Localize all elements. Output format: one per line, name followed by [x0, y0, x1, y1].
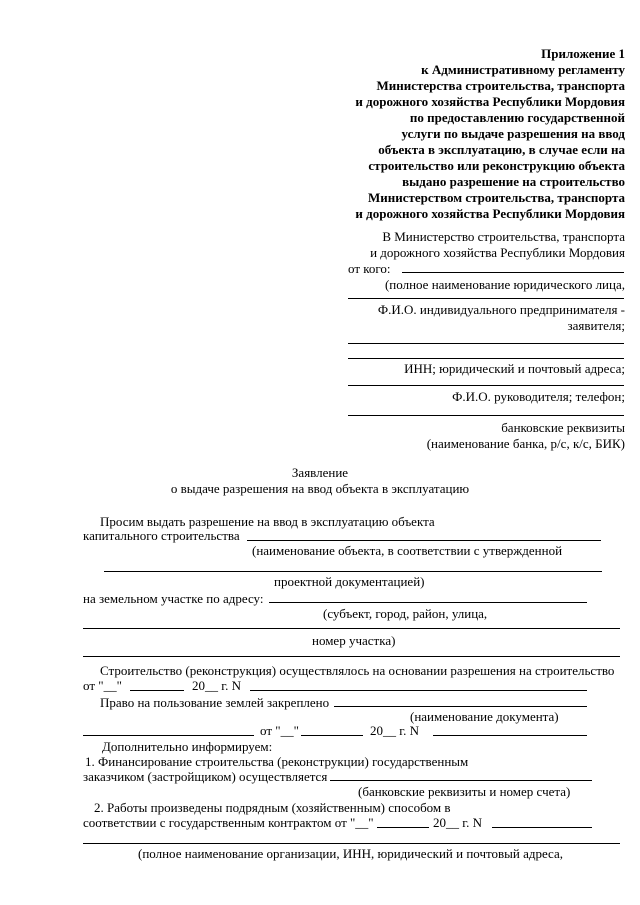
address-field-2[interactable] — [83, 628, 620, 629]
appendix-line: по предоставлению государственной — [409, 110, 625, 125]
appendix-line: Министерства строительства, транспорта — [376, 78, 625, 93]
addressee-hint: банковские реквизиты — [501, 420, 625, 435]
p3-line2a: от "__" — [260, 723, 299, 738]
addressee-hint: (полное наименование юридического лица, — [384, 277, 625, 292]
contract-date-field[interactable] — [377, 827, 429, 828]
land-right-field[interactable] — [334, 706, 587, 707]
p3-hint: (наименование документа) — [410, 709, 559, 724]
addressee-field-line[interactable] — [348, 298, 624, 299]
addressee-hint: ИНН; юридический и почтовый адреса; — [404, 361, 625, 376]
financing-field[interactable] — [330, 780, 592, 781]
p1-hint3: (субъект, город, район, улица, — [323, 606, 488, 621]
p1-hint2: проектной документацией) — [274, 574, 425, 589]
p6-line2a: соответствии с государственным контрактом от "__" — [83, 815, 374, 830]
appendix-line: строительство или реконструкцию объекта — [368, 158, 625, 173]
addressee-field-line[interactable] — [348, 415, 624, 416]
p6-line2b: 20__ г. N — [433, 815, 483, 830]
p3-line1: Право на пользование землей закреплено — [100, 695, 330, 710]
land-date-field[interactable] — [301, 735, 363, 736]
p6-line1: 2. Работы произведены подрядным (хозяйственным) способом в — [94, 800, 451, 815]
permit-date-field[interactable] — [130, 690, 184, 691]
addressee-hint: (наименование банка, р/с, к/с, БИК) — [426, 436, 625, 451]
addressee-hint: заявителя; — [567, 318, 625, 333]
addressee-field-line[interactable] — [348, 343, 624, 344]
addressee-field-line[interactable] — [348, 358, 624, 359]
contract-number-field[interactable] — [492, 827, 592, 828]
appendix-line: и дорожного хозяйства Республики Мордовия — [355, 94, 625, 109]
p5-line1: 1. Финансирование строительства (реконструкции) государственным — [85, 754, 469, 769]
appendix-line: Министерством строительства, транспорта — [367, 190, 625, 205]
addressee-hint: Ф.И.О. индивидуального предпринимателя - — [377, 302, 625, 317]
appendix-line: выдано разрешение на строительство — [402, 174, 625, 189]
address-field[interactable] — [269, 602, 587, 603]
p2-line2b: 20__ г. N — [192, 678, 242, 693]
object-name-field[interactable] — [247, 540, 601, 541]
appendix-line: и дорожного хозяйства Республики Мордовия — [355, 206, 625, 221]
from-label: от кого: — [348, 261, 391, 276]
p4: Дополнительно информируем: — [102, 739, 273, 754]
p5-line2: заказчиком (застройщиком) осуществляется — [83, 769, 328, 784]
permit-number-field[interactable] — [250, 690, 587, 691]
appendix-line: Приложение 1 — [541, 46, 625, 61]
p2-line1: Строительство (реконструкция) осуществлялось на основании разрешения на строительство — [100, 663, 615, 678]
appendix-line: объекта в эксплуатацию, в случае если на — [378, 142, 625, 157]
p1-line1: Просим выдать разрешение на ввод в эксплуатацию объекта — [100, 514, 435, 529]
appendix-line: к Административному регламенту — [421, 62, 625, 77]
land-doc-field[interactable] — [83, 735, 254, 736]
object-name-field-2[interactable] — [104, 571, 602, 572]
address-field-3[interactable] — [83, 656, 620, 657]
p3-line2b: 20__ г. N — [370, 723, 420, 738]
p6-hint: (полное наименование организации, ИНН, юридический и почтовый адреса, — [138, 846, 564, 861]
document-title: Заявление — [291, 465, 349, 480]
document-subtitle: о выдаче разрешения на ввод объекта в эксплуатацию — [170, 481, 470, 496]
p1-line2: капитального строительства — [83, 528, 240, 543]
addressee-line-2: и дорожного хозяйства Республики Мордовия — [370, 245, 625, 260]
addressee-line-1: В Министерство строительства, транспорта — [382, 229, 625, 244]
addressee-field-line[interactable] — [348, 385, 624, 386]
land-number-field[interactable] — [433, 735, 587, 736]
p2-line2a: от "__" — [83, 678, 122, 693]
p5-hint: (банковские реквизиты и номер счета) — [358, 784, 571, 799]
p1-address-label: на земельном участке по адресу: — [83, 591, 264, 606]
addressee-hint: Ф.И.О. руководителя; телефон; — [452, 389, 625, 404]
p1-hint1: (наименование объекта, в соответствии с утвержденной — [252, 543, 563, 558]
p1-hint4: номер участка) — [312, 633, 396, 648]
appendix-block — [355, 46, 625, 222]
from-field-line[interactable] — [402, 272, 624, 273]
contractor-field[interactable] — [83, 843, 620, 844]
appendix-line: услуги по выдаче разрешения на ввод — [401, 126, 625, 141]
